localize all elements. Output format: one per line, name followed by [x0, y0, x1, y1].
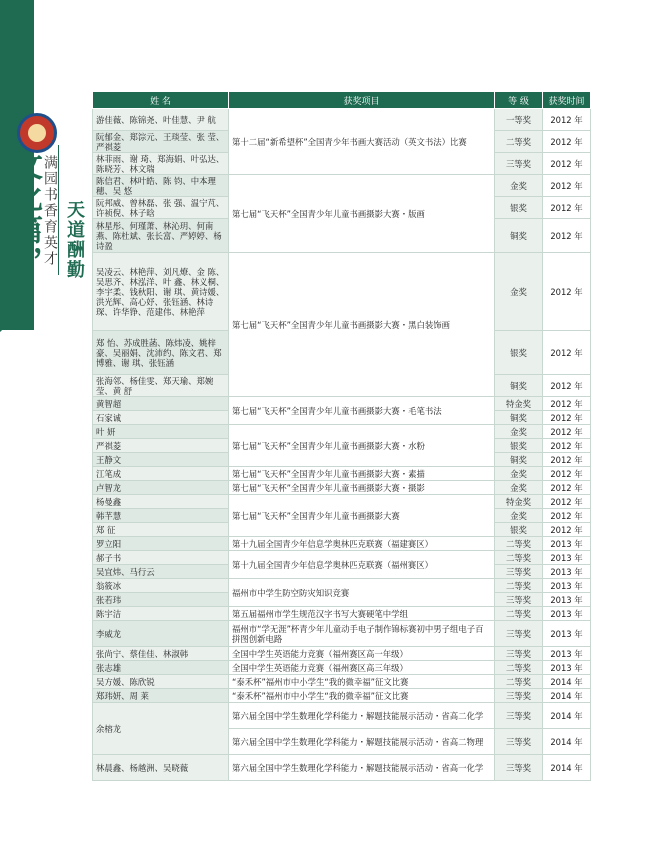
award-year: 2012 年	[543, 411, 591, 425]
header-project: 获奖项目	[229, 92, 495, 109]
award-level: 铜奖	[495, 219, 543, 253]
award-year: 2013 年	[543, 647, 591, 661]
award-level: 银奖	[495, 439, 543, 453]
winner-names: 郑 征	[93, 523, 229, 537]
winner-names: 严祺菱	[93, 439, 229, 453]
winner-names: 郑玮妍、周 莱	[93, 689, 229, 703]
award-level: 三等奖	[495, 621, 543, 647]
award-level: 铜奖	[495, 411, 543, 425]
header-year: 获奖时间	[543, 92, 591, 109]
winner-names: 王静文	[93, 453, 229, 467]
winner-names: 郑 怡、苏成胜菡、陈炜凌、姚梓豪、吴丽娟、沈沛约、陈文君、郑博雅、谢 琪、张钰涵	[93, 331, 229, 375]
section-title: 天道酬勤	[64, 200, 85, 280]
winner-names: 阮邦威、曾林磊、张 强、温宁芃、许祯倪、林子晗	[93, 197, 229, 219]
winner-names: 叶 妍	[93, 425, 229, 439]
winner-names: 石家诚	[93, 411, 229, 425]
table-row	[93, 703, 591, 729]
award-year: 2014 年	[543, 729, 591, 755]
award-level: 金奖	[495, 253, 543, 331]
award-year: 2012 年	[543, 375, 591, 397]
award-project: “泰禾杯”福州市中小学生“我的微幸福”征文比赛	[229, 689, 495, 703]
award-project: 第十九届全国青少年信息学奥林匹克联赛（福建赛区）	[229, 537, 495, 551]
winner-names: 吴凌云、林艳萍、刘凡燎、金 陈、吴思齐、林泓洋、叶 鑫、林义桐、李宇柔、钱秋阳、谢 琪、黄诗媛、洪光辉、高心妤、张钰涵、林诗琛、许华铮、范建伟、林艳萍	[93, 253, 229, 331]
award-project: 第六届全国中学生数理化学科能力・解题技能展示活动・省高一化学	[229, 755, 495, 781]
award-level: 二等奖	[495, 661, 543, 675]
award-project: 全国中学生英语能力竞赛（福州赛区高一年级）	[229, 647, 495, 661]
award-year: 2013 年	[543, 565, 591, 579]
table-row	[93, 551, 591, 565]
awards-table	[92, 91, 591, 781]
school-emblem	[17, 113, 57, 153]
award-level: 三等奖	[495, 703, 543, 729]
winner-names: 林晨鑫、杨越洲、吴晓薇	[93, 755, 229, 781]
award-year: 2012 年	[543, 153, 591, 175]
award-project: 第七届“飞天杯”全国青少年儿童书画摄影大赛・版画	[229, 175, 495, 253]
award-year: 2012 年	[543, 481, 591, 495]
award-project: 第七届“飞天杯”全国青少年儿童书画摄影大赛	[229, 495, 495, 537]
award-level: 铜奖	[495, 375, 543, 397]
winner-names: 郝子书	[93, 551, 229, 565]
award-project: 第七届“飞天杯”全国青少年儿童书画摄影大赛・摄影	[229, 481, 495, 495]
award-year: 2014 年	[543, 689, 591, 703]
award-year: 2012 年	[543, 253, 591, 331]
award-level: 三等奖	[495, 593, 543, 607]
table-row	[93, 647, 591, 661]
award-level: 特金奖	[495, 397, 543, 411]
winner-names: 林菲雨、谢 琦、郑海娟、叶弘达、陈晓芳、林文瑞	[93, 153, 229, 175]
award-project: 第十九届全国青少年信息学奥林匹克联赛（福州赛区）	[229, 551, 495, 579]
table-row	[93, 537, 591, 551]
award-project: 全国中学生英语能力竞赛（福州赛区高三年级）	[229, 661, 495, 675]
award-project: 第七届“飞天杯”全国青少年儿童书画摄影大赛・水粉	[229, 425, 495, 467]
award-level: 特金奖	[495, 495, 543, 509]
table-row	[93, 397, 591, 411]
winner-names: 余榕龙	[93, 703, 229, 755]
award-level: 铜奖	[495, 453, 543, 467]
winner-names: 张志雄	[93, 661, 229, 675]
table-row	[93, 621, 591, 647]
award-project: 第十二届“新希望杯”全国青少年书画大赛活动（英文书法）比赛	[229, 109, 495, 175]
table-header-row	[93, 92, 591, 109]
winner-names: 陈信君、林叶皓、陈 钧、中本理穗、吴 悠	[93, 175, 229, 197]
award-year: 2012 年	[543, 175, 591, 197]
award-year: 2012 年	[543, 495, 591, 509]
award-level: 二等奖	[495, 579, 543, 593]
header-name: 姓 名	[93, 92, 229, 109]
table-row	[93, 253, 591, 331]
award-level: 三等奖	[495, 647, 543, 661]
award-year: 2012 年	[543, 523, 591, 537]
award-year: 2013 年	[543, 607, 591, 621]
award-year: 2013 年	[543, 661, 591, 675]
award-level: 金奖	[495, 467, 543, 481]
award-level: 一等奖	[495, 109, 543, 131]
award-project: 福州市“学无涯”杯青少年儿童动手电子制作锦标赛初中男子组电子百拼图创新电路	[229, 621, 495, 647]
table-row	[93, 467, 591, 481]
award-level: 二等奖	[495, 607, 543, 621]
award-year: 2013 年	[543, 621, 591, 647]
award-year: 2012 年	[543, 219, 591, 253]
award-level: 二等奖	[495, 537, 543, 551]
award-level: 二等奖	[495, 675, 543, 689]
award-project: “泰禾杯”福州市中小学生“我的微幸福”征文比赛	[229, 675, 495, 689]
winner-names: 卢智龙	[93, 481, 229, 495]
award-level: 三等奖	[495, 689, 543, 703]
header-level: 等 级	[495, 92, 543, 109]
award-year: 2012 年	[543, 109, 591, 131]
table-row	[93, 495, 591, 509]
winner-names: 杨曼鑫	[93, 495, 229, 509]
award-project: 第六届全国中学生数理化学科能力・解题技能展示活动・省高二化学	[229, 703, 495, 729]
award-project: 第六届全国中学生数理化学科能力・解题技能展示活动・省高二物理	[229, 729, 495, 755]
winner-names: 罗立阳	[93, 537, 229, 551]
table-row	[93, 109, 591, 131]
winner-names: 黄智超	[93, 397, 229, 411]
award-level: 银奖	[495, 197, 543, 219]
award-level: 银奖	[495, 331, 543, 375]
winner-names: 张若玮	[93, 593, 229, 607]
award-level: 金奖	[495, 509, 543, 523]
award-level: 三等奖	[495, 755, 543, 781]
table-row	[93, 425, 591, 439]
winner-names: 韩芊慧	[93, 509, 229, 523]
award-level: 二等奖	[495, 131, 543, 153]
award-level: 金奖	[495, 425, 543, 439]
award-project: 第五届福州市学生规范汉字书写大赛硬笔中学组	[229, 607, 495, 621]
award-project: 第七届“飞天杯”全国青少年儿童书画摄影大赛・毛笔书法	[229, 397, 495, 425]
award-level: 三等奖	[495, 565, 543, 579]
award-project: 第七届“飞天杯”全国青少年儿童书画摄影大赛・黑白装饰画	[229, 253, 495, 397]
chapter-subtitle: 满园书香育英才	[42, 155, 58, 267]
award-year: 2014 年	[543, 755, 591, 781]
award-project: 福州市中学生防空防灾知识竞赛	[229, 579, 495, 607]
winner-names: 游佳薇、陈锦尧、叶佳慧、尹 航	[93, 109, 229, 131]
award-level: 三等奖	[495, 153, 543, 175]
winner-names: 李威龙	[93, 621, 229, 647]
award-year: 2013 年	[543, 593, 591, 607]
award-year: 2012 年	[543, 197, 591, 219]
table-row	[93, 689, 591, 703]
award-year: 2013 年	[543, 551, 591, 565]
table-row	[93, 481, 591, 495]
award-year: 2012 年	[543, 453, 591, 467]
table-row	[93, 607, 591, 621]
table-body	[93, 109, 591, 781]
winner-names: 翁筱冰	[93, 579, 229, 593]
award-year: 2013 年	[543, 579, 591, 593]
winner-names: 江笔成	[93, 467, 229, 481]
table-row	[93, 675, 591, 689]
award-level: 二等奖	[495, 551, 543, 565]
winner-names: 陈宇洁	[93, 607, 229, 621]
award-year: 2012 年	[543, 467, 591, 481]
chapter-title: 文化篇，	[7, 150, 42, 278]
award-year: 2013 年	[543, 537, 591, 551]
winner-names: 吴方媛、陈欣锐	[93, 675, 229, 689]
emblem-center	[28, 124, 46, 142]
table-row	[93, 175, 591, 197]
award-year: 2014 年	[543, 703, 591, 729]
award-level: 金奖	[495, 481, 543, 495]
winner-names: 林星彤、何瑾萧、林沁玥、何南燕、陈杜斌、张长富、严婷婷、杨诗盈	[93, 219, 229, 253]
award-level: 三等奖	[495, 729, 543, 755]
award-year: 2014 年	[543, 675, 591, 689]
table-row	[93, 755, 591, 781]
winner-names: 吴宜炜、马行云	[93, 565, 229, 579]
award-year: 2012 年	[543, 509, 591, 523]
award-year: 2012 年	[543, 331, 591, 375]
award-year: 2012 年	[543, 131, 591, 153]
winner-names: 阮郁金、郑淙元、王琰莹、张 莹、严祺菱	[93, 131, 229, 153]
award-year: 2012 年	[543, 397, 591, 411]
table-row	[93, 661, 591, 675]
award-year: 2012 年	[543, 439, 591, 453]
side-band-corner	[0, 300, 34, 332]
winner-names: 张海邻、杨佳雯、郑天瑜、郑婉莹、黄 舒	[93, 375, 229, 397]
award-level: 银奖	[495, 523, 543, 537]
award-project: 第七届“飞天杯”全国青少年儿童书画摄影大赛・素描	[229, 467, 495, 481]
table-row	[93, 579, 591, 593]
award-level: 金奖	[495, 175, 543, 197]
winner-names: 张尚宁、蔡佳佳、林淑韩	[93, 647, 229, 661]
award-year: 2012 年	[543, 425, 591, 439]
